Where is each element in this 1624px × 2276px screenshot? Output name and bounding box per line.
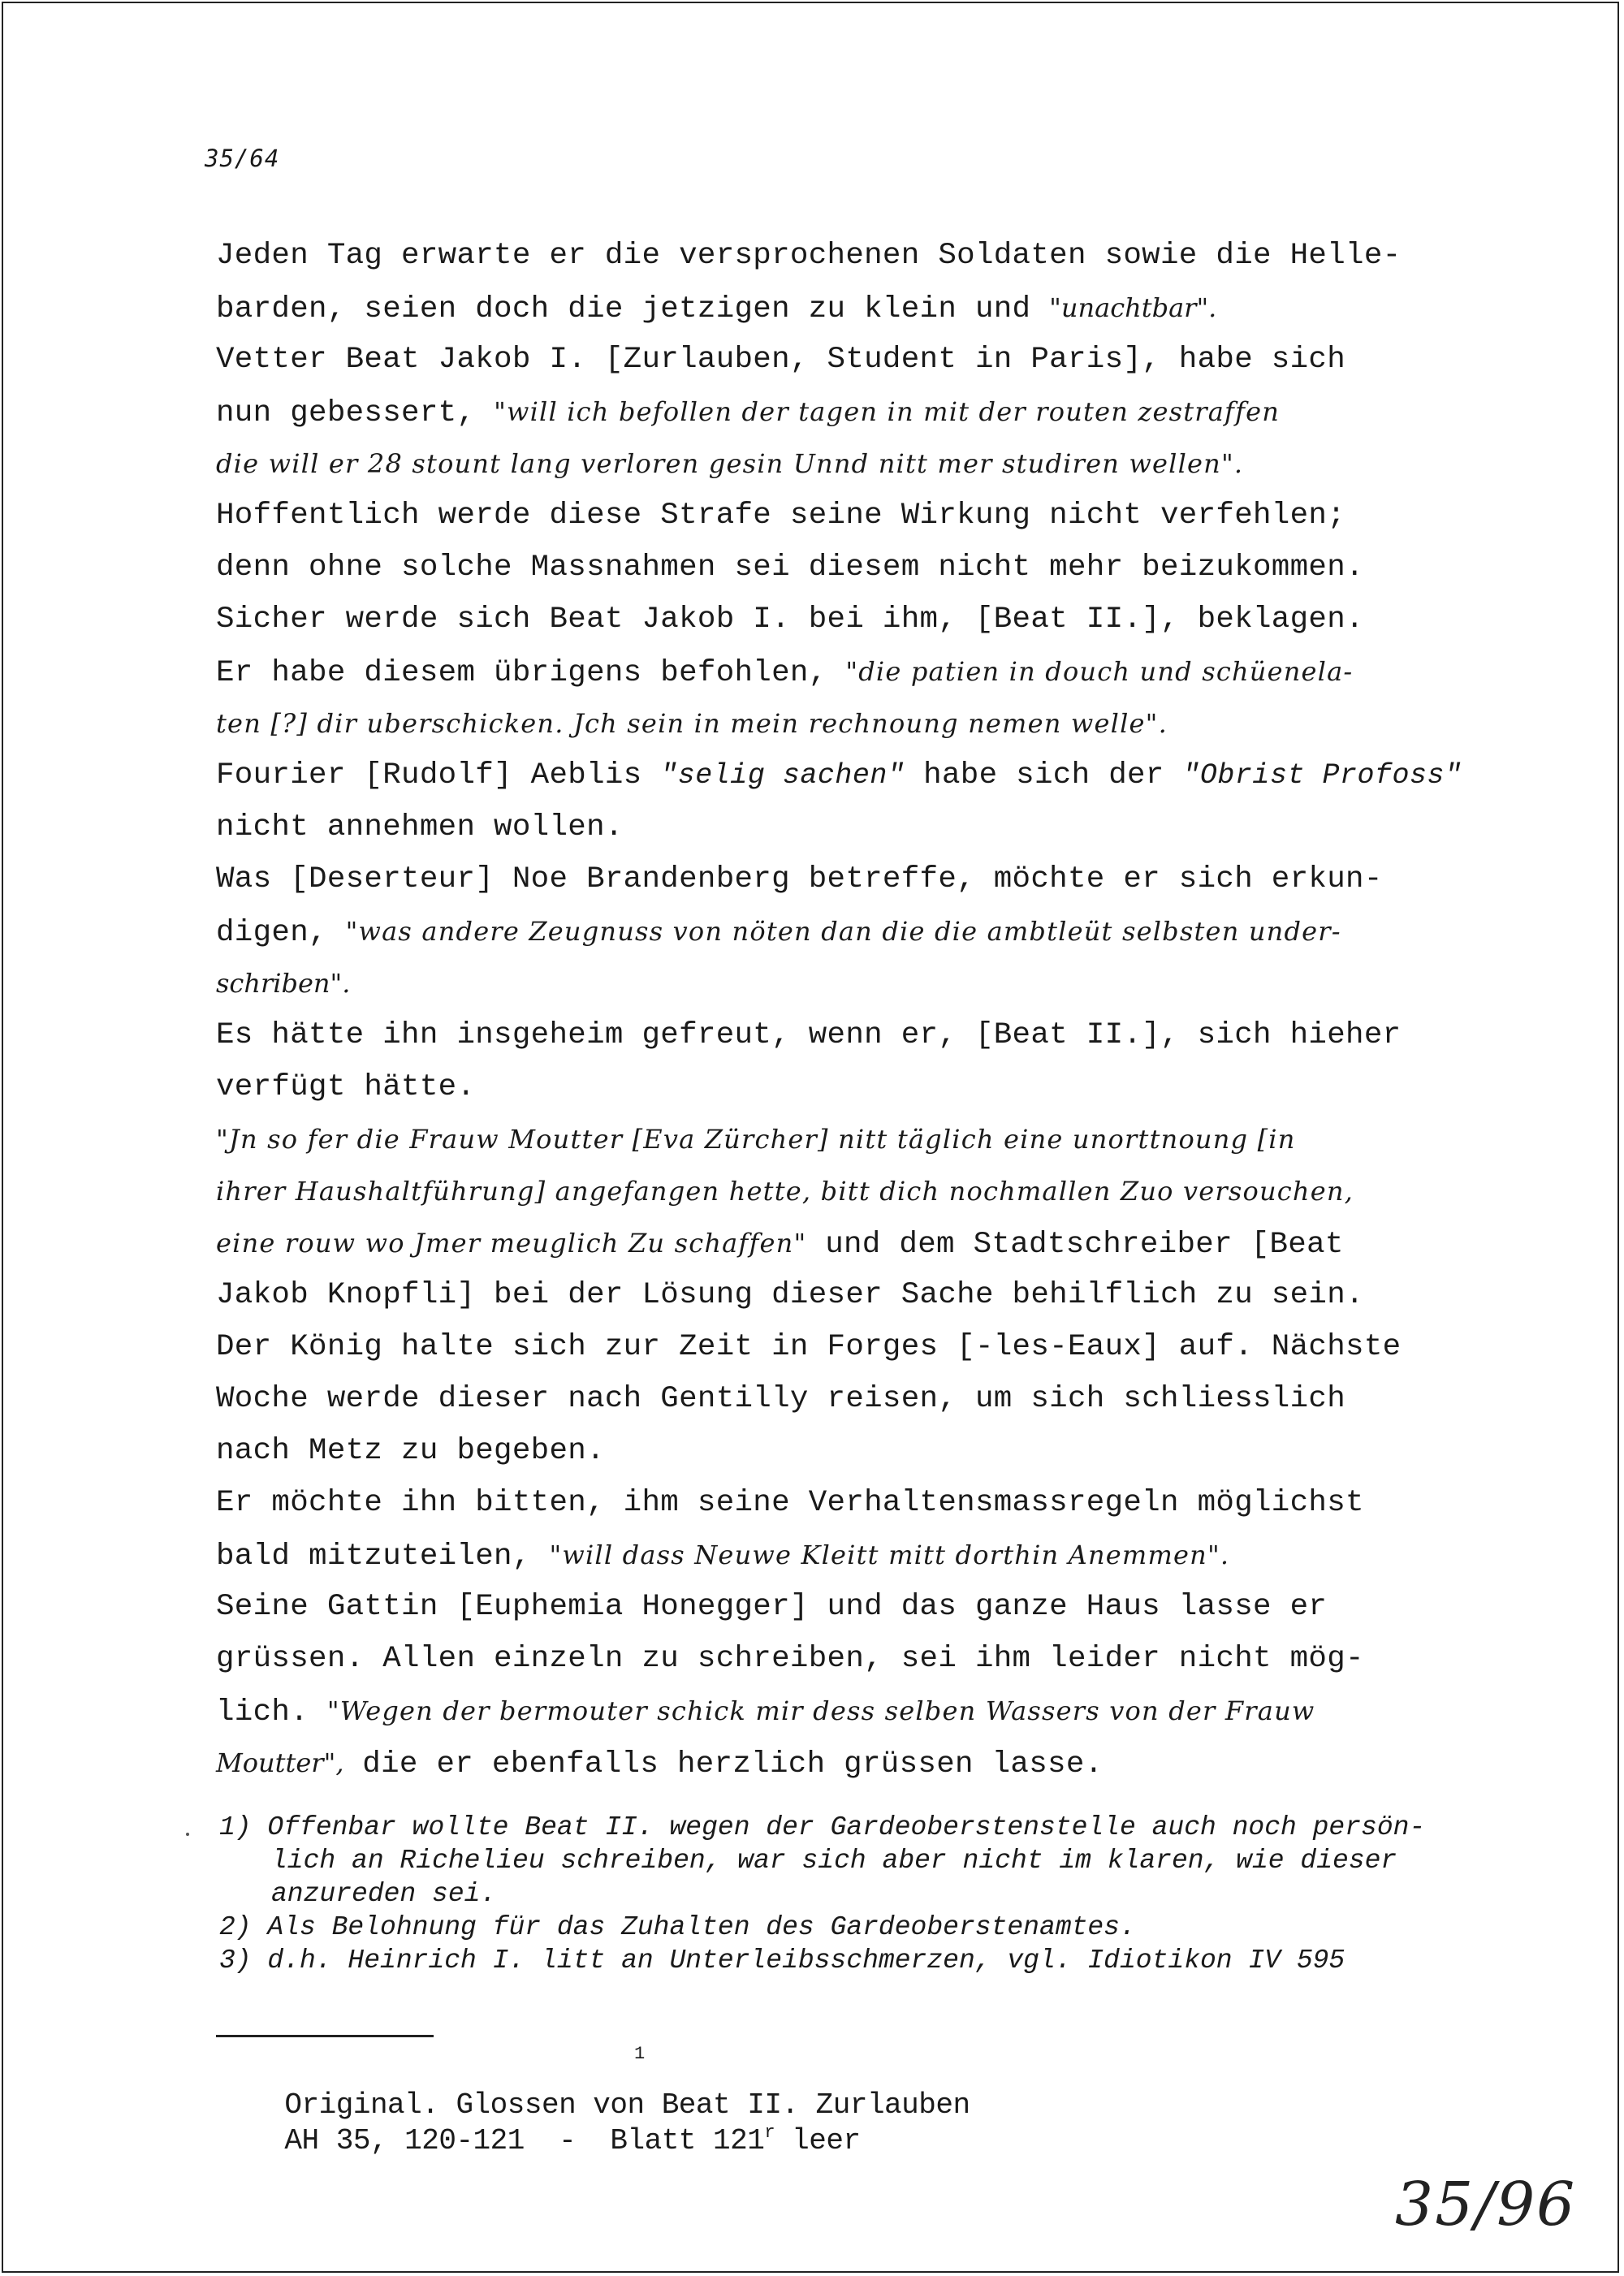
text-line — [216, 1165, 1483, 1217]
quoted-source-text: Moutter", — [216, 1747, 344, 1778]
quoted-source-text: eine rouw wo Jmer meuglich Zu schaffen" — [216, 1228, 807, 1259]
footnote-line: 1) Offenbar wollte Beat II. wegen der Gardeoberstenstelle auch noch persön- — [219, 1812, 1426, 1842]
footnote-rule — [216, 2035, 434, 2037]
text-line — [216, 1633, 1483, 1685]
quoted-source-text: "will ich befollen der tagen in mit der routen zestraffen — [494, 396, 1281, 427]
source-archive-ref: AH 35, 120-121 - Blatt 121 — [284, 2124, 765, 2157]
text-line — [216, 801, 1483, 853]
text-line — [216, 1581, 1483, 1633]
quoted-source-text: schriben". — [216, 968, 351, 999]
text-line — [216, 1477, 1483, 1529]
quoted-source-text: "will dass Neuwe Kleitt mitt dorthin Anemmen". — [549, 1540, 1230, 1570]
text-line — [216, 1321, 1483, 1373]
text-line — [216, 853, 1483, 905]
text-line — [216, 282, 1483, 334]
summary-text: bald mitzuteilen, — [216, 1540, 550, 1574]
summary-text: Fourier [Rudolf] Aeblis — [216, 758, 661, 792]
text-line — [216, 594, 1483, 646]
text-line — [216, 542, 1483, 594]
summary-text: Er habe diesem übrigens befohlen, — [216, 656, 846, 690]
source-blank-note: leer — [775, 2124, 861, 2157]
source-line-1 — [216, 2044, 970, 2122]
text-line — [216, 438, 1483, 490]
handwritten-archive-number: 35/96 — [1395, 2170, 1577, 2239]
text-line — [216, 1373, 1483, 1425]
summary-text: barden, seien doch die jetzigen zu klein und — [216, 292, 1050, 326]
summary-text: Hoffentlich werde diese Strafe seine Wirkung nicht verfehlen; — [216, 499, 1346, 533]
text-line — [216, 386, 1483, 438]
summary-text: lich. — [216, 1695, 327, 1730]
summary-text: nun gebessert, — [216, 396, 495, 430]
text-line — [216, 1217, 1483, 1269]
summary-text: Was [Deserteur] Noe Brandenberg betreffe, möchte er sich erkun- — [216, 862, 1383, 896]
text-line — [216, 1425, 1483, 1477]
quoted-source-text: "Wegen der bermouter schick mir dess selben Wassers von der Frauw — [326, 1695, 1315, 1726]
summary-text: Sicher werde sich Beat Jakob I. bei ihm, [Beat II.], beklagen. — [216, 602, 1364, 637]
footnote-line: lich an Richelieu schreiben, war sich aber nicht im klaren, wie dieser — [271, 1846, 1397, 1876]
footnote-line: 2) Als Belohnung für das Zuhalten des Gardeoberstenamtes. — [219, 1912, 1136, 1942]
summary-text: die er ebenfalls herzlich grüssen lasse. — [343, 1747, 1104, 1781]
text-line — [216, 749, 1483, 801]
summary-text: Es hätte ihn insgeheim gefreut, wenn er, [Beat II.], sich hieher — [216, 1018, 1402, 1052]
page-number: 35/64 — [205, 145, 280, 172]
text-line — [216, 1737, 1483, 1789]
summary-text: nach Metz zu begeben. — [216, 1434, 605, 1468]
source-line-2 — [216, 2088, 970, 2157]
summary-text: Jakob Knopfli] bei der Lösung dieser Sache behilflich zu sein. — [216, 1278, 1364, 1312]
summary-text: und dem Stadtschreiber [Beat — [806, 1228, 1344, 1262]
footnotes — [219, 1811, 1518, 1977]
summary-text: Seine Gattin [Euphemia Honegger] und das ganze Haus lasse er — [216, 1590, 1328, 1624]
margin-dot — [186, 1833, 189, 1836]
summary-text: verfügt hätte. — [216, 1070, 476, 1104]
summary-text: Er möchte ihn bitten, ihm seine Verhaltensmassregeln möglichst — [216, 1486, 1364, 1520]
quoted-source-text: "selig sachen" — [660, 759, 905, 792]
source-original-text: Original. Glossen von Beat II. Zurlauben — [284, 2088, 970, 2122]
summary-text: habe sich der — [905, 758, 1183, 792]
footnote-line: anzureden sei. — [271, 1879, 497, 1909]
letter-summary — [216, 230, 1483, 1789]
text-line — [216, 1529, 1483, 1581]
text-line — [216, 1061, 1483, 1113]
quoted-source-text: "die patien in douch und schüenela- — [845, 656, 1354, 687]
quoted-source-text: ihrer Haushaltführung] angefangen hette, bitt dich nochmallen Zuo versouchen, — [216, 1176, 1354, 1207]
quoted-source-text: "Jn so fer die Frauw Moutter [Eva Zürcher] nitt täglich eine unorttnoung [in — [216, 1124, 1296, 1155]
text-line — [216, 1269, 1483, 1321]
text-line — [216, 230, 1483, 282]
summary-text: grüssen. Allen einzeln zu schreiben, sei ihm leider nicht mög- — [216, 1642, 1364, 1676]
text-line — [216, 957, 1483, 1009]
text-line — [216, 905, 1483, 957]
text-line — [216, 1113, 1483, 1165]
text-line — [216, 1685, 1483, 1737]
gloss-marker: 1 — [634, 2044, 645, 2064]
summary-text: digen, — [216, 916, 346, 950]
footnote-line: 3) d.h. Heinrich I. litt an Unterleibsschmerzen, vgl. Idiotikon IV 595 — [219, 1946, 1345, 1976]
summary-text: Vetter Beat Jakob I. [Zurlauben, Student in Paris], habe sich — [216, 343, 1346, 377]
quoted-source-text: ten [?] dir uberschicken. Jch sein in mein rechnoung nemen welle". — [216, 708, 1168, 739]
source-note — [216, 2044, 970, 2157]
text-line — [216, 697, 1483, 749]
folio-superscript: r — [764, 2123, 775, 2143]
text-line — [216, 490, 1483, 542]
quoted-source-text: "Obrist Profoss" — [1182, 759, 1462, 792]
summary-text: Woche werde dieser nach Gentilly reisen, um sich schliesslich — [216, 1382, 1346, 1416]
summary-text: nicht annehmen wollen. — [216, 810, 624, 844]
quoted-source-text: "unachtbar". — [1049, 292, 1217, 323]
quoted-source-text: die will er 28 stount lang verloren gesin Unnd nitt mer studiren wellen". — [216, 448, 1244, 479]
text-line — [216, 1009, 1483, 1061]
quoted-source-text: "was andere Zeugnuss von nöten dan die die ambtleüt selbsten under- — [345, 916, 1341, 947]
text-line — [216, 646, 1483, 697]
summary-text: denn ohne solche Massnahmen sei diesem nicht mehr beizukommen. — [216, 551, 1364, 585]
text-line — [216, 334, 1483, 386]
summary-text: Der König halte sich zur Zeit in Forges [-les-Eaux] auf. Nächste — [216, 1330, 1402, 1364]
summary-text: Jeden Tag erwarte er die versprochenen Soldaten sowie die Helle- — [216, 239, 1402, 273]
